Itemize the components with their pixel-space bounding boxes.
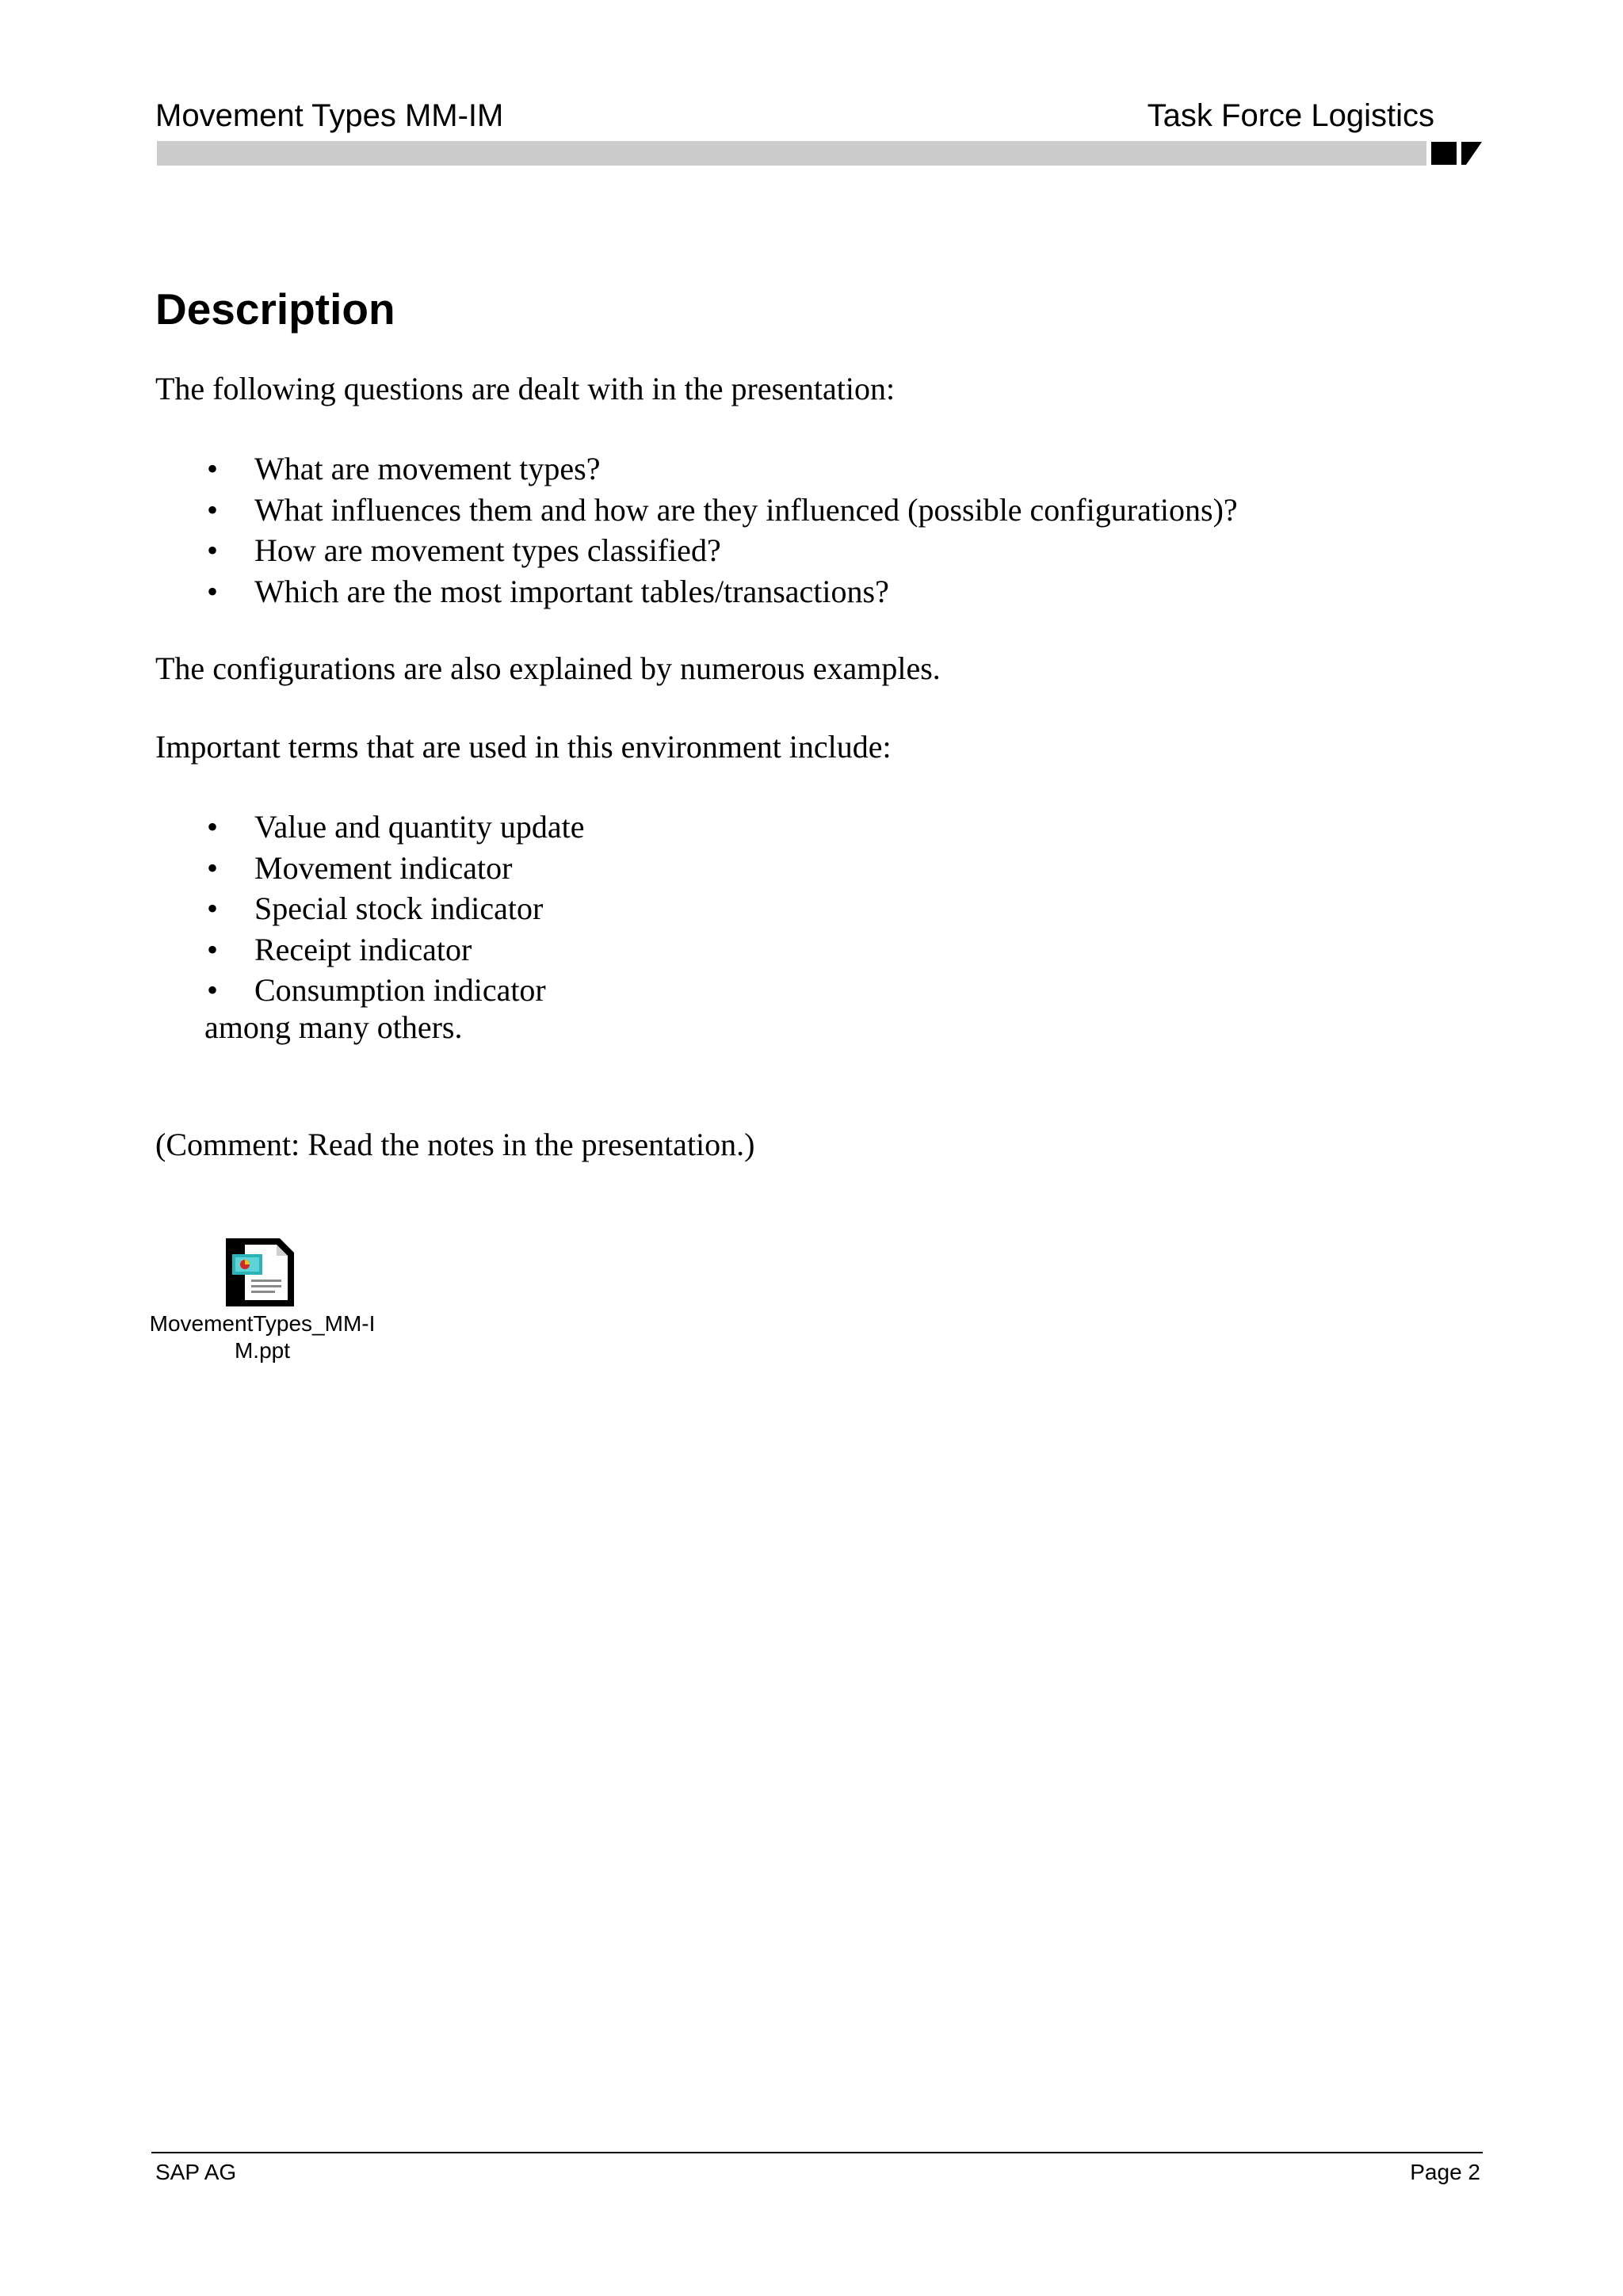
bullet-icon: • <box>207 809 219 845</box>
powerpoint-file-icon[interactable] <box>226 1238 294 1306</box>
term-text: Movement indicator <box>254 849 513 886</box>
logo-wedge-icon <box>1461 142 1482 165</box>
attachment-filename[interactable]: MovementTypes_MM-IM.ppt <box>149 1311 376 1363</box>
bullet-icon: • <box>207 891 219 926</box>
document-title: Movement Types MM-IM <box>155 98 504 133</box>
terms-intro-paragraph: Important terms that are used in this environment include: <box>155 729 892 765</box>
bullet-icon: • <box>207 491 219 528</box>
footer-divider <box>151 2152 1483 2153</box>
question-text: What influences them and how are they influenced (possible configurations)? <box>254 491 1238 528</box>
bullet-icon: • <box>207 931 219 967</box>
terms-tail: among many others. <box>204 1009 463 1045</box>
bullet-icon: • <box>207 532 219 568</box>
bullet-icon: • <box>207 451 219 486</box>
question-text: What are movement types? <box>254 451 601 486</box>
bullet-icon: • <box>207 972 219 1008</box>
logo-square-icon <box>1431 142 1457 165</box>
question-text: How are movement types classified? <box>254 532 721 568</box>
header-bar <box>157 141 1426 166</box>
term-text: Value and quantity update <box>254 809 585 845</box>
footer-company: SAP AG <box>155 2160 237 2184</box>
bullet-icon: • <box>207 849 219 886</box>
page-number: Page 2 <box>1410 2160 1480 2184</box>
bullet-icon: • <box>207 573 219 609</box>
term-text: Special stock indicator <box>254 891 544 926</box>
comment-paragraph: (Comment: Read the notes in the presentation.) <box>155 1127 755 1162</box>
document-group: Task Force Logistics <box>1147 98 1434 133</box>
term-text: Receipt indicator <box>254 931 472 967</box>
question-text: Which are the most important tables/transactions? <box>254 573 889 609</box>
examples-paragraph: The configurations are also explained by numerous examples. <box>155 650 941 686</box>
intro-paragraph: The following questions are dealt with in the presentation: <box>155 371 896 406</box>
section-heading: Description <box>155 284 395 334</box>
term-text: Consumption indicator <box>254 972 546 1008</box>
